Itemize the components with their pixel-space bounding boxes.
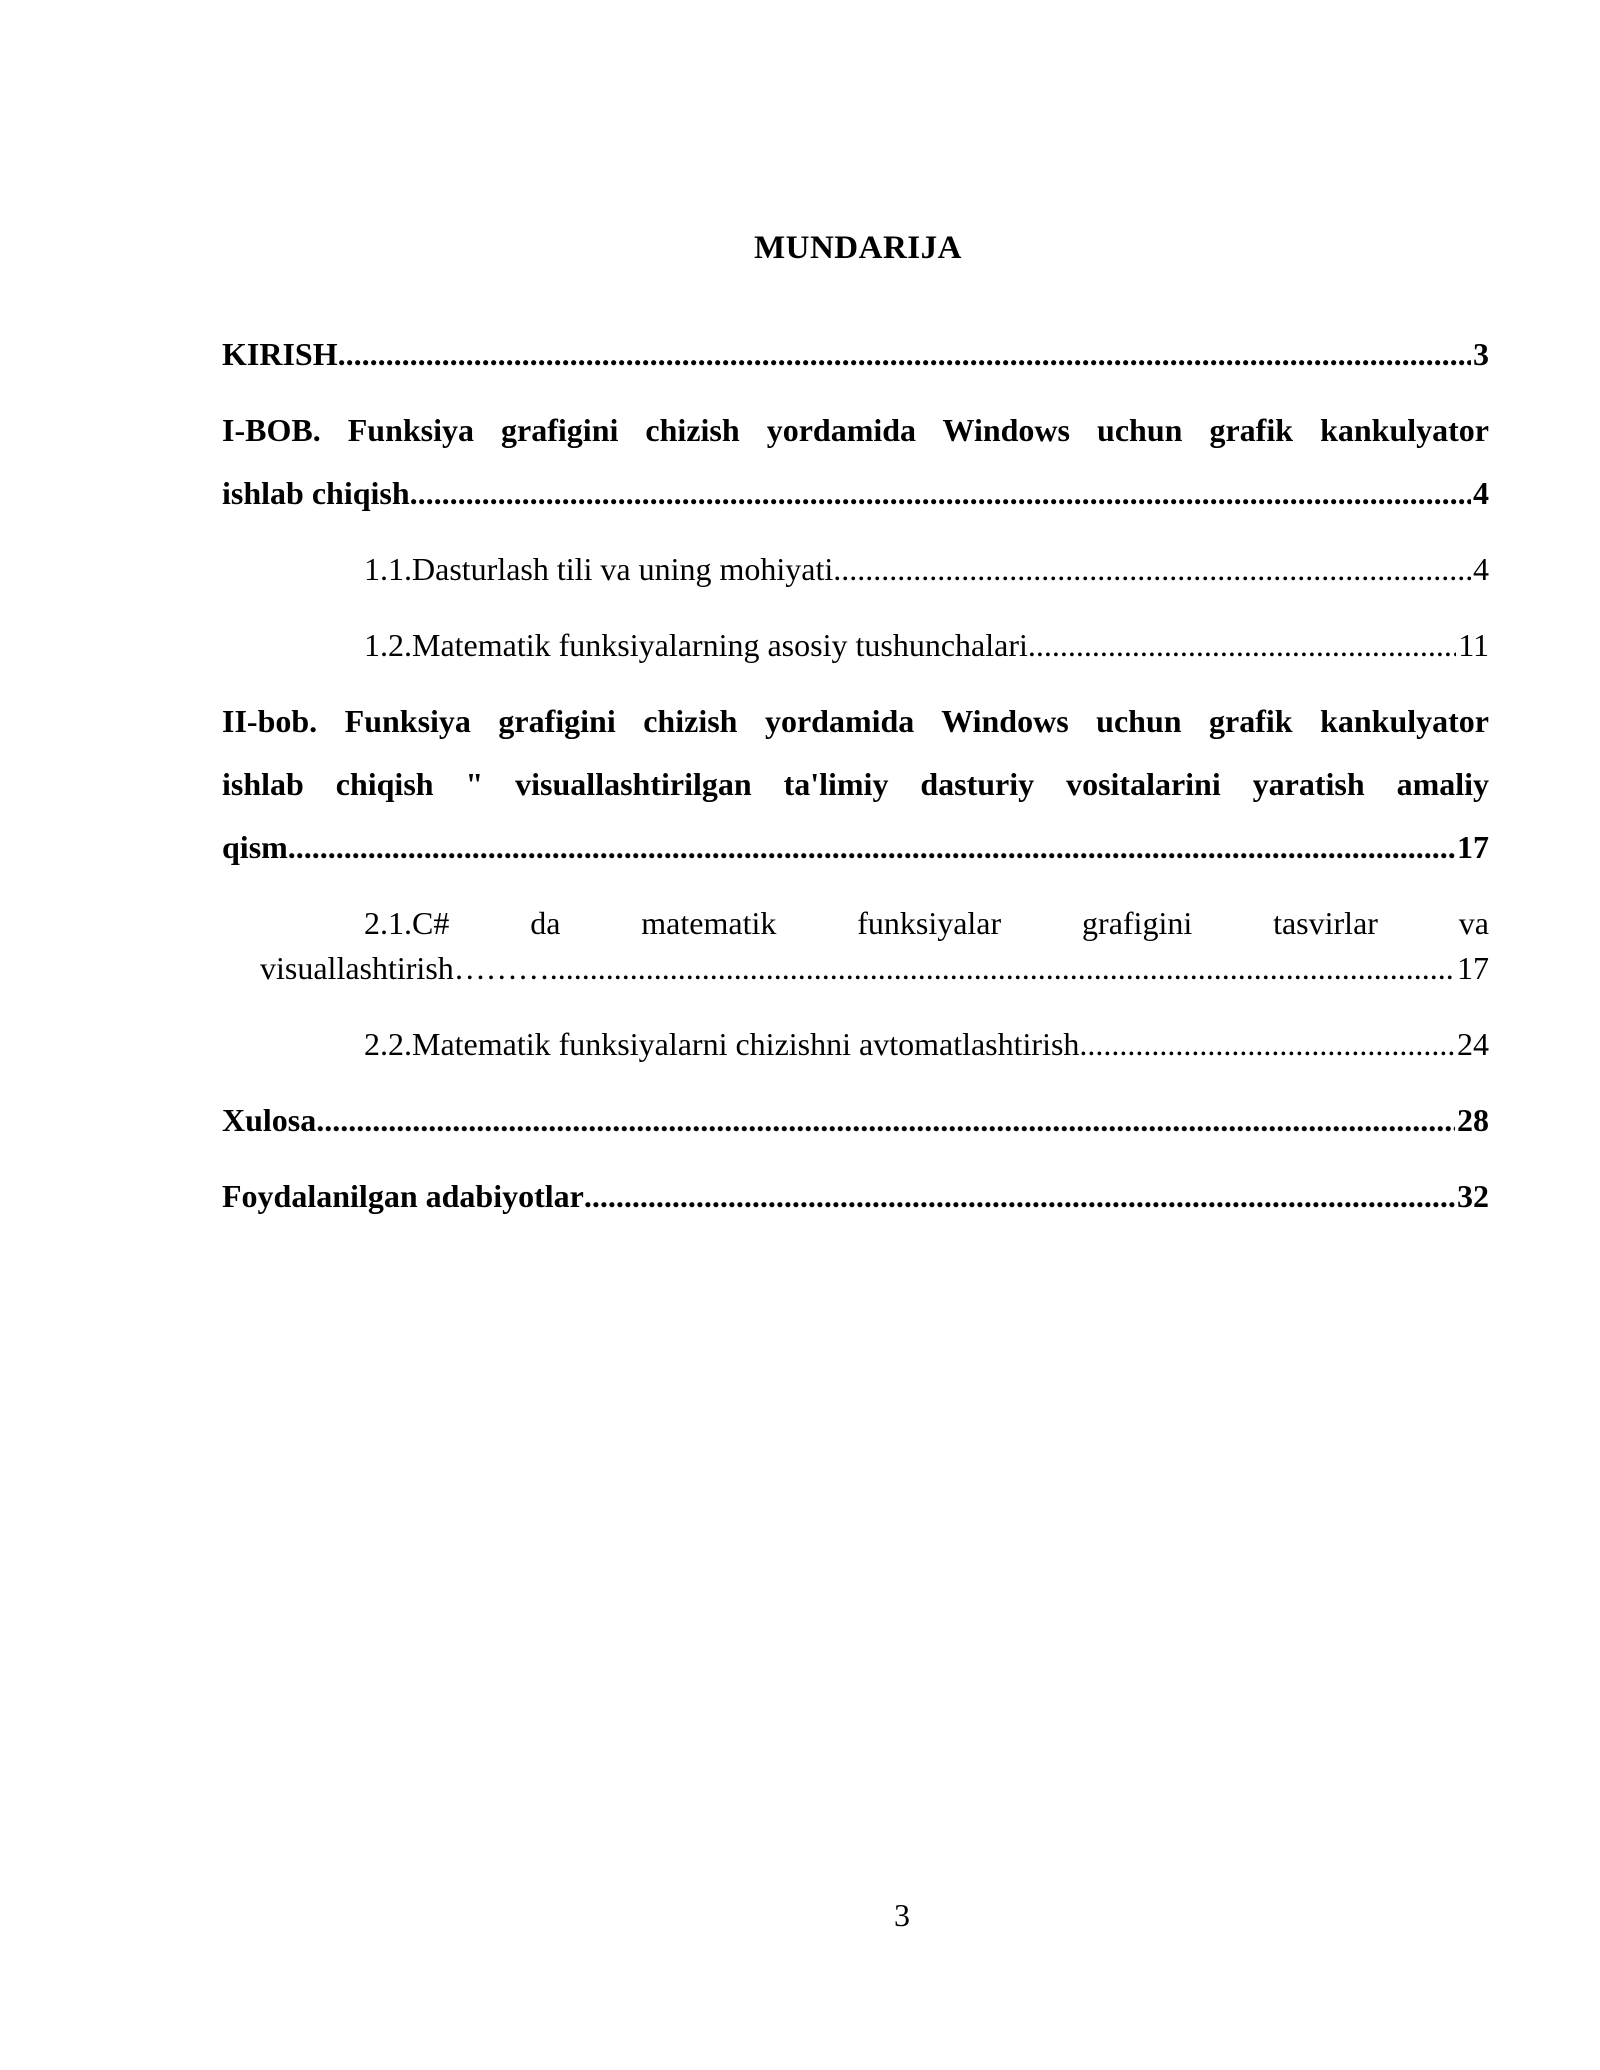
dot-leader [584, 1174, 1455, 1218]
page-title: MUNDARIJA [754, 230, 962, 266]
dot-leader [550, 946, 1455, 990]
toc-entry-kirish[interactable] [222, 332, 1489, 376]
toc-entry-label: ishlab chiqish [222, 475, 410, 511]
dot-leader [841, 547, 1471, 591]
dot-leader [316, 1098, 1455, 1142]
toc-entry-section-1-2[interactable] [222, 623, 1489, 667]
toc-entry-chapter2[interactable] [222, 825, 1489, 869]
toc-chapter1-line1[interactable]: I-BOB. Funksiya grafigini chizish yordamida Windows uchun grafik kankulyator [222, 412, 1489, 448]
toc-entry-label: qism [222, 829, 288, 865]
toc-entry-section-2-2[interactable] [222, 1022, 1489, 1066]
toc-page-number: 11 [1458, 627, 1489, 663]
toc-page-number: 24 [1457, 1026, 1489, 1062]
dot-leader [338, 332, 1471, 376]
toc-page-number: 32 [1457, 1178, 1489, 1214]
toc-section-2-1-line1[interactable]: 2.1.C# da matematik funksiyalar grafigini tasvirlar va [364, 905, 1489, 941]
toc-entry-references[interactable] [222, 1174, 1489, 1218]
dot-leader [288, 825, 1455, 869]
toc-page-number: 4 [1473, 551, 1489, 587]
dot-leader [1028, 623, 1456, 667]
dot-leader [410, 471, 1471, 515]
toc-page-number: 17 [1457, 950, 1489, 986]
toc-entry-label: KIRISH [222, 336, 338, 372]
toc-page-number: 17 [1457, 829, 1489, 865]
toc-chapter2-line1[interactable]: II-bob. Funksiya grafigini chizish yordamida Windows uchun grafik kankulyator [222, 703, 1489, 739]
toc-entry-label: Foydalanilgan adabiyotlar [222, 1178, 584, 1214]
toc-entry-label: 1.1.Dasturlash tili va uning mohiyati. [364, 551, 842, 587]
toc-entry-chapter1[interactable] [222, 471, 1489, 515]
dot-leader [1079, 1022, 1455, 1066]
toc-entry-label: Xulosa [222, 1102, 317, 1138]
toc-page-number: 3 [1473, 336, 1489, 372]
toc-entry-section-1-1[interactable] [222, 547, 1489, 591]
toc-entry-label: 2.2.Matematik funksiyalarni chizishni avtomatlashtirish [364, 1026, 1080, 1062]
toc-entry-section-2-1[interactable] [222, 946, 1489, 990]
page-number: 3 [894, 1897, 910, 1933]
toc-chapter2-line2[interactable]: ishlab chiqish " visuallashtirilgan ta'limiy dasturiy vositalarini yaratish amaliy [222, 766, 1489, 802]
toc-entry-label: visuallashtirish……… [260, 950, 550, 986]
toc-page-number: 28 [1457, 1102, 1489, 1138]
table-of-contents [222, 332, 1489, 1218]
toc-entry-xulosa[interactable] [222, 1098, 1489, 1142]
toc-page-number: 4 [1473, 475, 1489, 511]
toc-entry-label: 1.2.Matematik funksiyalarning asosiy tushunchalari [364, 627, 1028, 663]
